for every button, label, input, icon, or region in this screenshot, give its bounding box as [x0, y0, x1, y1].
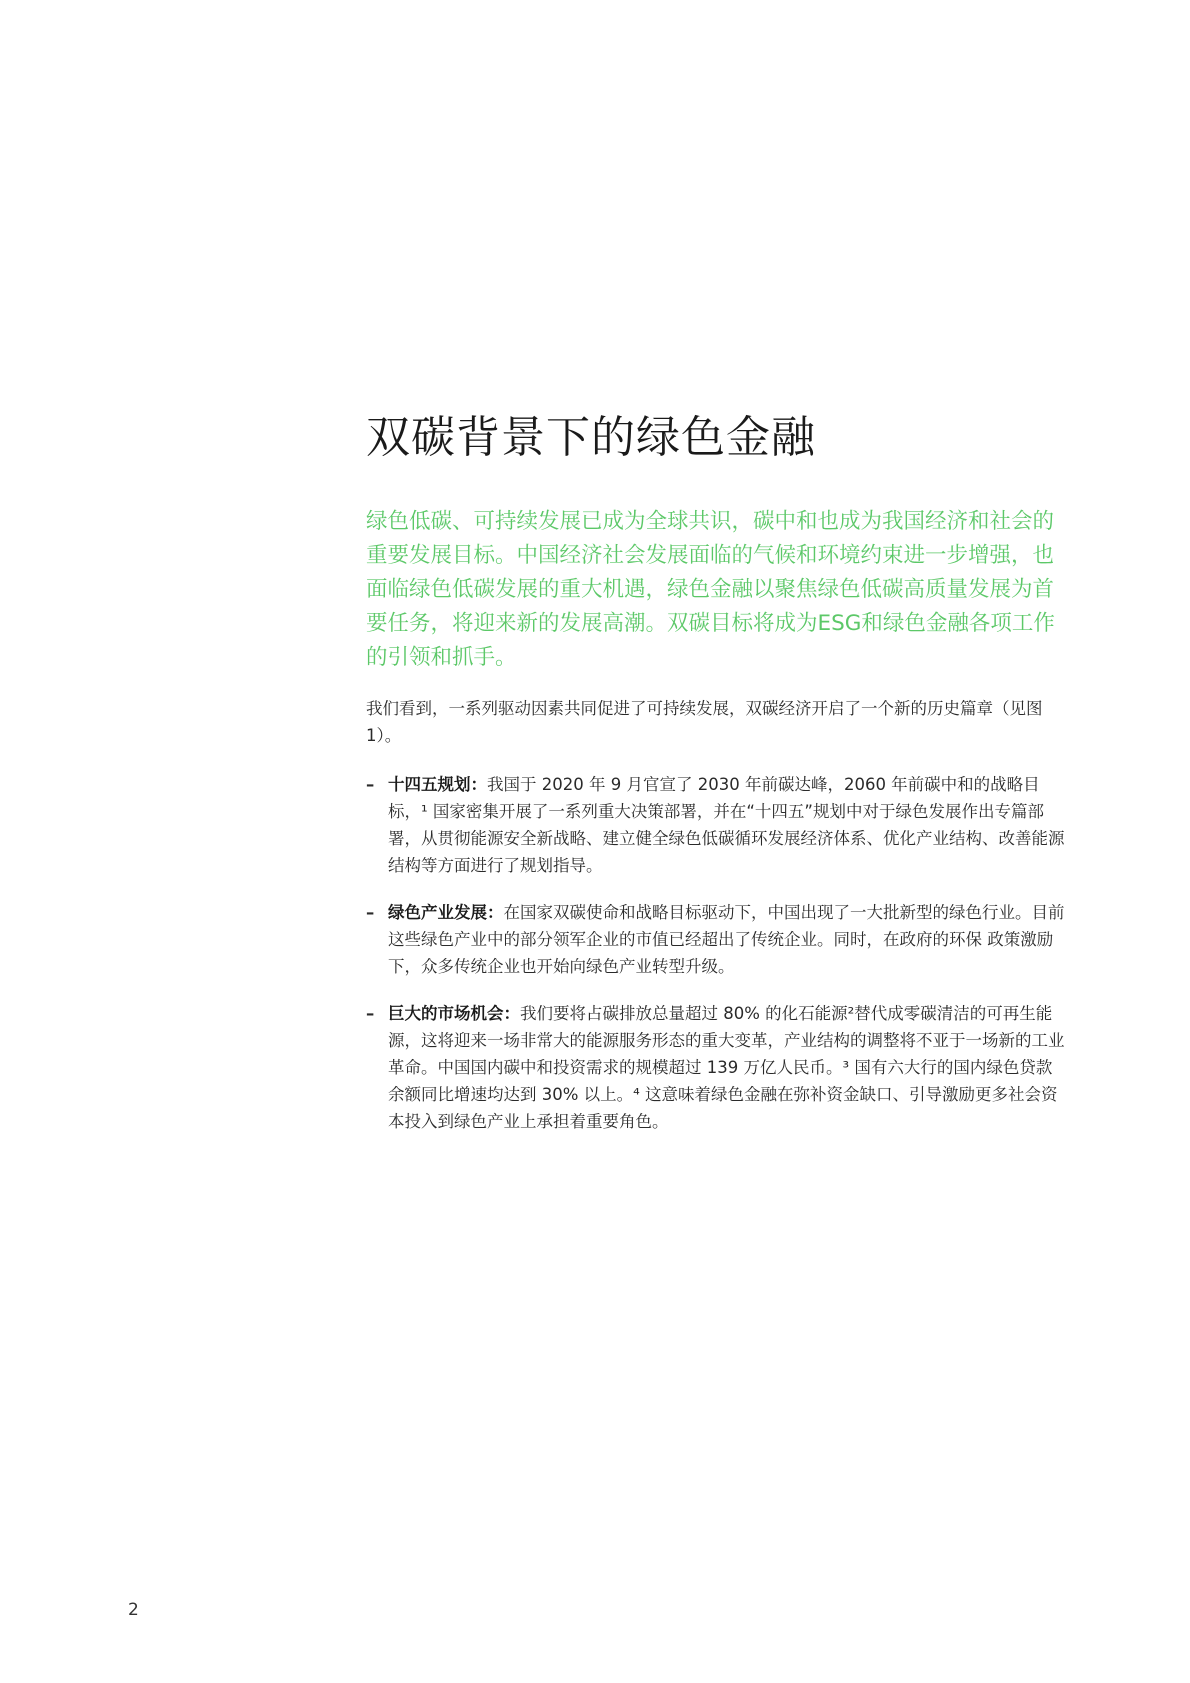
page-number: 2 [128, 1600, 139, 1620]
intro-paragraph: 我们看到，一系列驱动因素共同促进了可持续发展，双碳经济开启了一个新的历史篇章（见图 1）。 [366, 699, 1043, 745]
dash-bullet: – [366, 775, 375, 794]
list-item [366, 899, 1066, 980]
bullet-term: 绿色产业发展： [388, 903, 504, 922]
page-content [366, 410, 1066, 1155]
lead-paragraph: 绿色低碳、可持续发展已成为全球共识，碳中和也成为我国经济和社会的重要发展目标。中国经济社会发展面临的气候和环境约束进一步增强，也面临绿色低碳发展的重大机遇，绿色金融以聚焦绿色低碳高质量发展为首要任务，将迎来新的发展高潮。双碳目标将成为ESG和绿色金融各项工作的引领和抓手。 [366, 509, 1055, 670]
dash-bullet: – [366, 903, 375, 922]
dash-bullet: – [366, 1004, 375, 1023]
page-title: 双碳背景下的绿色金融 [366, 412, 816, 463]
bullet-text: 我国于 2020 年 9 月官宣了 2030 年前碳达峰，2060 年前碳中和的战略目标，¹ 国家密集开展了一系列重大决策部署，并在“十四五”规划中对于绿色发展作出专篇部署，从贯彻能源安全新战略、建立健全绿色低碳循环发展经济体系、优化产业结构、改善能源结构等方面进行了规划指导。 [388, 775, 1065, 875]
bullet-term: 十四五规划： [388, 775, 487, 794]
bullet-term: 巨大的市场机会： [388, 1004, 520, 1023]
list-item [366, 1000, 1066, 1135]
bullet-text: 我们要将占碳排放总量超过 80% 的化石能源²替代成零碳清洁的可再生能源，这将迎来一场非常大的能源服务形态的重大变革，产业结构的调整将不亚于一场新的工业革命。中国国内碳中和投资需求的规模超过 139 万亿人民币。³ 国有六大行的国内绿色贷款余额同比增速均达到 30% 以上。⁴ 这意味着绿色金融在弥补资金缺口、引导激励更多社会资本投入到绿色产业上承担着重要角色。 [388, 1004, 1065, 1131]
bullet-text: 在国家双碳使命和战略目标驱动下，中国出现了一大批新型的绿色行业。目前这些绿色产业中的部分领军企业的市值已经超出了传统企业。同时，在政府的环保 政策激励下，众多传统企业也开始向绿色产业转型升级。 [388, 903, 1065, 976]
list-item [366, 771, 1066, 879]
driver-list [366, 771, 1066, 1135]
